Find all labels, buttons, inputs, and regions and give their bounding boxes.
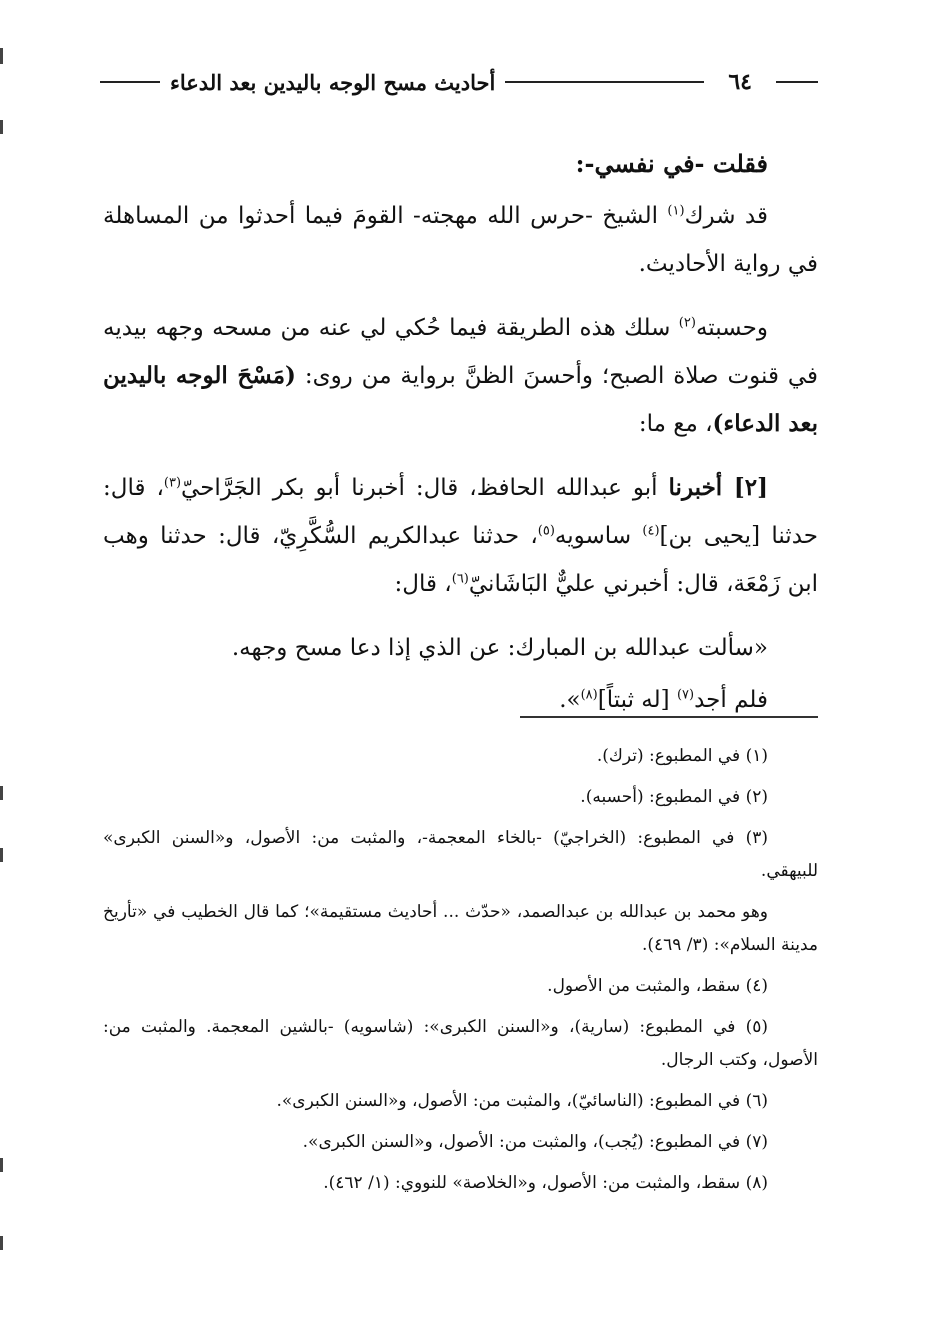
footnote: (٢) في المطبوع: (أحسبه).: [580, 787, 768, 807]
footnote: (٥) في المطبوع: (سارية)، و«السنن الكبرى»: (شاسويه) -بالشين المعجمة. والمثبت من: الأصول، وكتب الرجال.: [103, 1017, 818, 1070]
page-number: ٦٤: [728, 69, 752, 95]
header-rule: [100, 81, 160, 83]
footnote-separator: [520, 716, 818, 718]
footnote: (١) في المطبوع: (ترك).: [596, 746, 768, 766]
scan-edge-mark: [0, 120, 3, 134]
footnote: (٨) سقط، والمثبت من: الأصول، و«الخلاصة» للنووي: (١/ ٤٦٢).: [323, 1173, 768, 1193]
scan-edge-mark: [0, 848, 3, 862]
footnote-ref: (٥): [537, 523, 555, 539]
footnote-ref: (٣): [163, 475, 182, 491]
bold-quote: (مَسْحَ الوجه باليدين بعد الدعاء): [103, 362, 818, 437]
header-rule: [776, 81, 818, 83]
footnote: (٦) في المطبوع: (الناسائيّ)، والمثبت من: الأصول، و«السنن الكبرى».: [276, 1091, 768, 1111]
running-title: أحاديث مسح الوجه باليدين بعد الدعاء: [170, 69, 496, 95]
quote-line: «سألت عبدالله بن المبارك: عن الذي إذا دعا مسح وجهه.: [231, 635, 768, 661]
scan-edge-mark: [0, 786, 3, 800]
footnote-ref: (٦): [451, 571, 469, 587]
footnote-continuation: وهو محمد بن عبدالله بن عبدالصمد، «حدّث ... أحاديث مستقيمة»؛ كما قال الخطيب في «تأريخ مدينة السلام»: (٣/ ٤٦٩).: [103, 902, 818, 955]
running-header: [100, 62, 818, 102]
footnote-ref: (٧): [676, 687, 695, 703]
hadith-paragraph: [٢] أخبرنا أبو عبدالله الحافظ، قال: أخبرنا أبو بكر الجَرَّاحيّ$^{(٣)}$، قال: حدثنا [يحيى بن]$^{(٤)}$ ساسويه$^{(٥)}$، حدثنا عبدالكريم السُّكَّرِيّ، قال: حدثنا وهب ابن زَمْعَة، قال: أخبرني عليٌّ البَاشَانيّ$^{(٦)}$، قال:: [103, 474, 818, 597]
footnote-ref: (٢): [678, 315, 696, 331]
footnote: (٣) في المطبوع: (الخراجيّ) -بالخاء المعجمة-، والمثبت من: الأصول، و«السنن الكبرى» للبيهقي.: [103, 828, 818, 881]
footnote: (٤) سقط، والمثبت من الأصول.: [547, 976, 768, 996]
footnote-ref: (١): [667, 203, 685, 219]
header-rule: [505, 81, 704, 83]
paragraph: قد شرك$^{(١)}$ الشيخ -حرس الله مهجته- القومَ فيما أحدثوا من المساهلة في رواية الأحاديث.: [103, 203, 818, 277]
footnote: (٧) في المطبوع: (يُجب)، والمثبت من: الأصول، و«السنن الكبرى».: [302, 1132, 768, 1152]
quote-line: فلم أجد$^{(٧)}$ [له ثبتاً]$^{(٨)}$».: [559, 687, 768, 713]
footnote-ref: (٨): [580, 687, 598, 703]
scan-edge-mark: [0, 1236, 3, 1250]
scan-edge-mark: [0, 1158, 3, 1172]
paragraph: وحسبته$^{(٢)}$ سلك هذه الطريقة فيما حُكي لي عنه من مسحه وجهه بيديه في قنوت صلاة الصبح؛ وأحسنَ الظنَّ برواية من روى: (مَسْحَ الوجه باليدين بعد الدعاء)، مع ما:: [103, 315, 818, 437]
footnotes: [103, 740, 818, 1208]
main-text: [103, 140, 818, 728]
footnote-ref: (٤): [642, 523, 660, 539]
hadith-number: [٢]: [733, 474, 769, 501]
scan-edge-mark: [0, 48, 3, 64]
section-heading: فقلت -في نفسي-:: [575, 149, 768, 178]
